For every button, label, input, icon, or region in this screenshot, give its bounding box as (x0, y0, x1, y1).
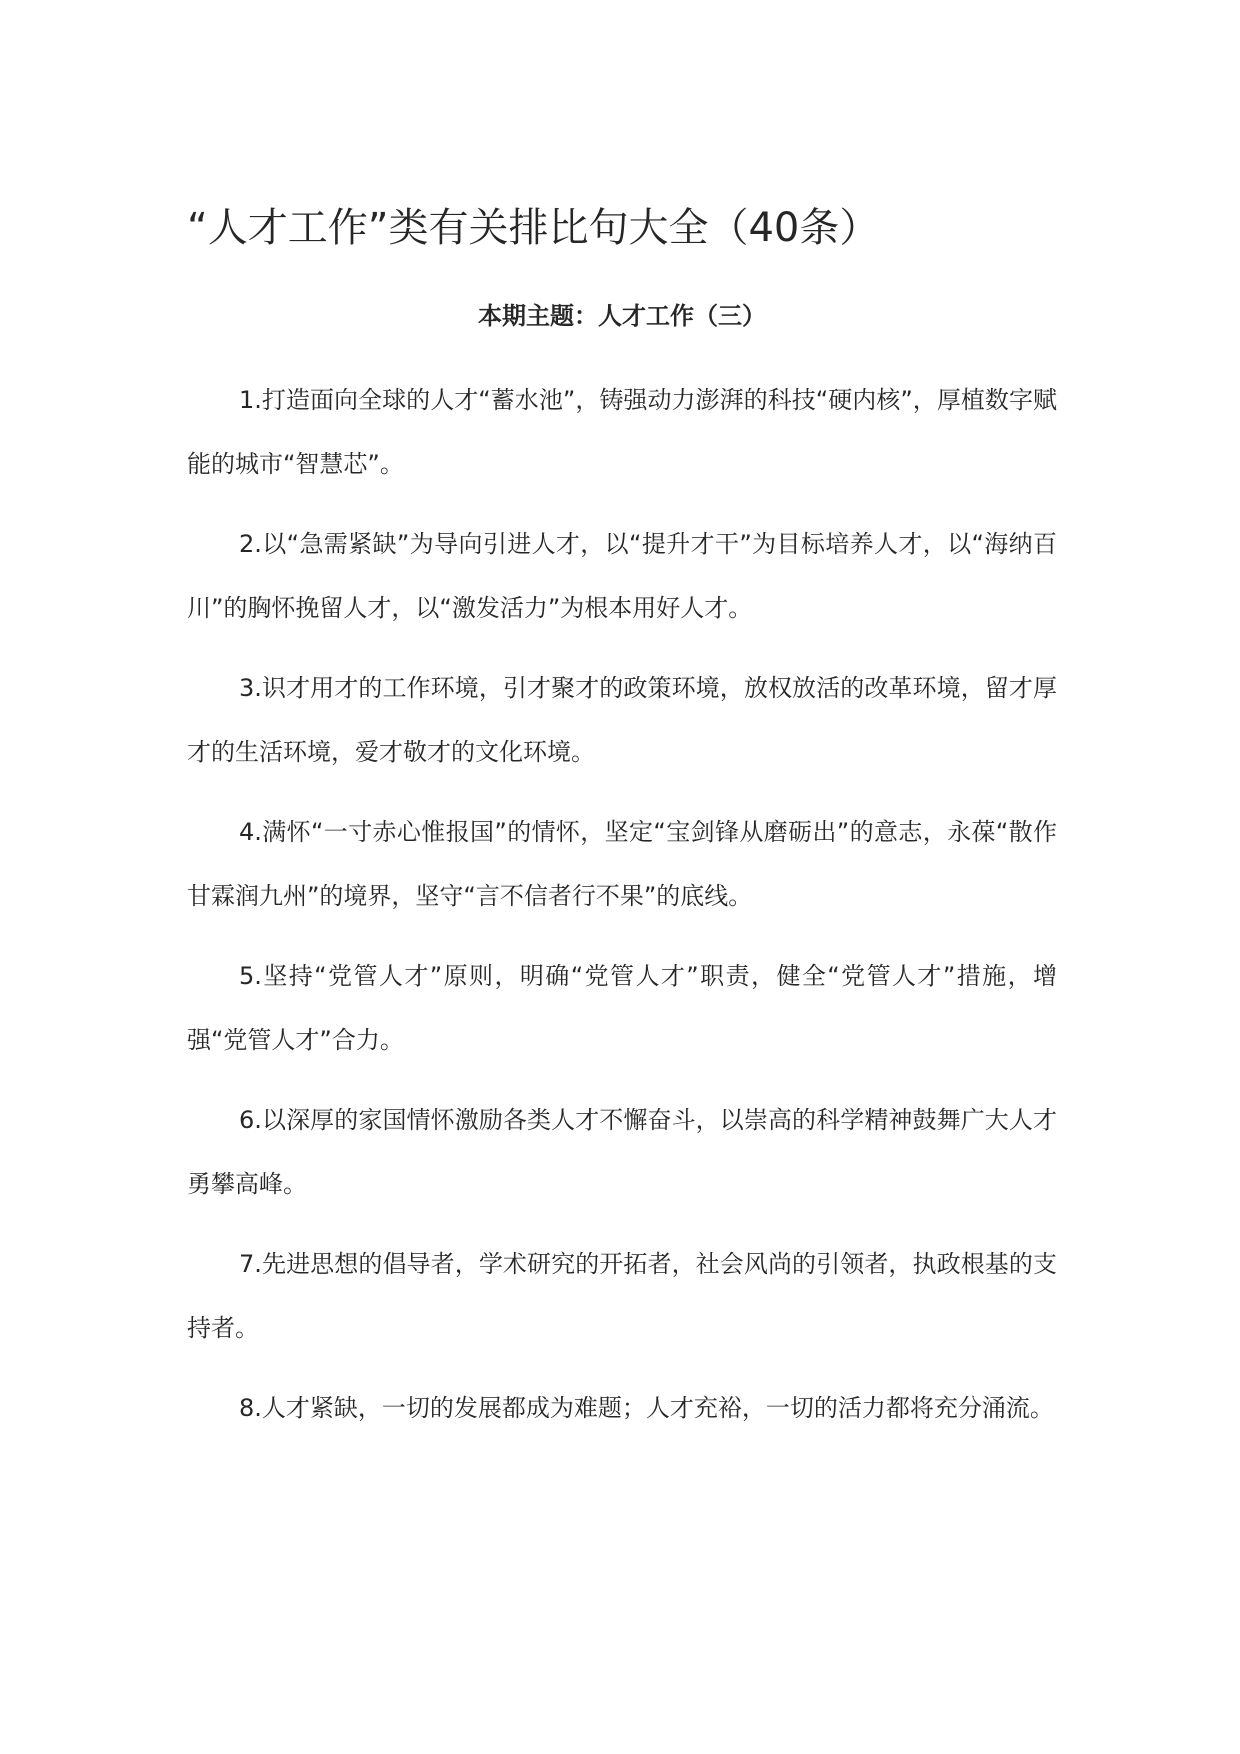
list-item: 4.满怀“一寸赤心惟报国”的情怀，坚定“宝剑锋从磨砺出”的意志，永葆“散作甘霖润九州”的境界，坚守“言不信者行不果”的底线。 (187, 818, 1057, 910)
sentence-list (187, 368, 1057, 1456)
list-item: 2.以“急需紧缺”为导向引进人才，以“提升才干”为目标培养人才，以“海纳百川”的胸怀挽留人才，以“激发活力”为根本用好人才。 (187, 530, 1057, 622)
list-item: 3.识才用才的工作环境，引才聚才的政策环境，放权放活的改革环境，留才厚才的生活环境，爱才敬才的文化环境。 (187, 674, 1057, 766)
document-title: “人才工作”类有关排比句大全（40条） (187, 205, 880, 251)
list-item: 1.打造面向全球的人才“蓄水池”，铸强动力澎湃的科技“硬内核”，厚植数字赋能的城市“智慧芯”。 (187, 386, 1057, 478)
list-item: 8.人才紧缺，一切的发展都成为难题；人才充裕，一切的活力都将充分涌流。 (239, 1394, 1054, 1422)
list-item: 6.以深厚的家国情怀激励各类人才不懈奋斗，以崇高的科学精神鼓舞广大人才勇攀高峰。 (187, 1106, 1057, 1198)
document-page (187, 0, 1057, 1754)
list-item: 7.先进思想的倡导者，学术研究的开拓者，社会风尚的引领者，执政根基的支持者。 (187, 1250, 1057, 1342)
document-subtitle: 本期主题：人才工作（三） (478, 302, 766, 330)
list-item: 5.坚持“党管人才”原则，明确“党管人才”职责，健全“党管人才”措施，增强“党管人才”合力。 (187, 962, 1057, 1054)
